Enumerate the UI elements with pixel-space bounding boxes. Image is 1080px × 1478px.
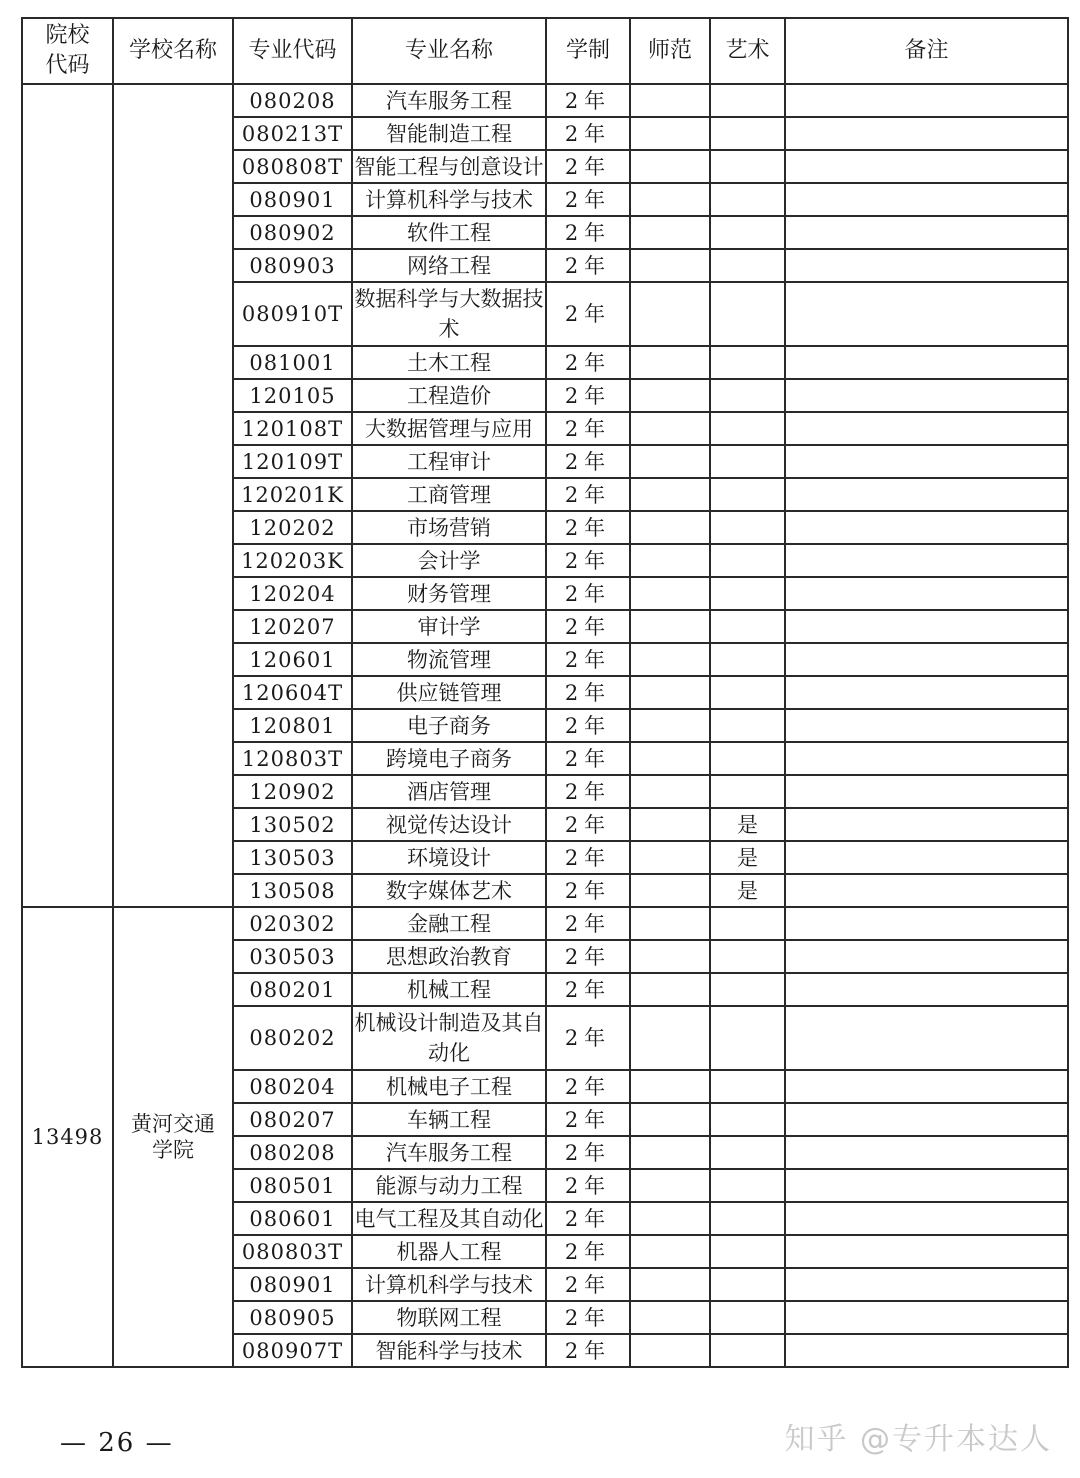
art-cell [710,346,785,379]
remark-cell [785,577,1068,610]
major-name-cell: 计算机科学与技术 [352,1268,546,1301]
art-cell [710,445,785,478]
major-name-cell: 市场营销 [352,511,546,544]
duration-cell: 2年 [546,216,630,249]
major-code-cell: 080901 [233,183,352,216]
remark-cell [785,282,1068,346]
table-row [22,907,1068,940]
normal-cell [630,379,710,412]
major-name-cell: 计算机科学与技术 [352,183,546,216]
header-art: 艺术 [710,18,785,84]
major-code-cell: 080208 [233,1136,352,1169]
duration-cell: 2年 [546,544,630,577]
major-code-cell: 080204 [233,1070,352,1103]
normal-cell [630,84,710,117]
major-code-cell: 120201K [233,478,352,511]
normal-cell [630,183,710,216]
major-code-cell: 120108T [233,412,352,445]
duration-cell: 2年 [546,1334,630,1367]
remark-cell [785,84,1068,117]
major-code-cell: 080201 [233,973,352,1006]
normal-cell [630,808,710,841]
major-code-cell: 130503 [233,841,352,874]
major-name-cell: 智能工程与创意设计 [352,150,546,183]
duration-cell: 2年 [546,973,630,1006]
normal-cell [630,346,710,379]
normal-cell [630,1006,710,1070]
art-cell [710,412,785,445]
duration-cell: 2年 [546,1103,630,1136]
art-cell [710,84,785,117]
normal-cell [630,1169,710,1202]
duration-cell: 2年 [546,346,630,379]
major-name-cell: 物联网工程 [352,1301,546,1334]
major-name-cell: 数字媒体艺术 [352,874,546,907]
art-cell [710,610,785,643]
duration-cell: 2年 [546,1169,630,1202]
school-code-cell: 13498 [22,907,113,1367]
major-name-cell: 软件工程 [352,216,546,249]
normal-cell [630,676,710,709]
art-cell [710,1136,785,1169]
art-cell [710,1169,785,1202]
major-name-cell: 酒店管理 [352,775,546,808]
art-cell [710,1070,785,1103]
remark-cell [785,973,1068,1006]
major-code-cell: 080808T [233,150,352,183]
duration-cell: 2年 [546,808,630,841]
remark-cell [785,643,1068,676]
remark-cell [785,1334,1068,1367]
art-cell [710,1334,785,1367]
major-name-cell: 机械工程 [352,973,546,1006]
school-name-cell: 黄河交通学院 [113,907,233,1367]
remark-cell [785,216,1068,249]
major-name-cell: 汽车服务工程 [352,84,546,117]
major-name-cell: 汽车服务工程 [352,1136,546,1169]
art-cell [710,1235,785,1268]
major-code-cell: 130502 [233,808,352,841]
normal-cell [630,249,710,282]
normal-cell [630,1202,710,1235]
remark-cell [785,1006,1068,1070]
remark-cell [785,1136,1068,1169]
major-name-cell: 大数据管理与应用 [352,412,546,445]
page-number: — 26 — [60,1428,174,1458]
remark-cell [785,874,1068,907]
remark-cell [785,808,1068,841]
remark-cell [785,775,1068,808]
major-name-cell: 电气工程及其自动化 [352,1202,546,1235]
normal-cell [630,1136,710,1169]
major-code-cell: 080501 [233,1169,352,1202]
major-code-cell: 120803T [233,742,352,775]
major-name-cell: 环境设计 [352,841,546,874]
art-cell [710,183,785,216]
duration-cell: 2年 [546,282,630,346]
major-name-cell: 审计学 [352,610,546,643]
remark-cell [785,676,1068,709]
major-name-cell: 会计学 [352,544,546,577]
normal-cell [630,610,710,643]
art-cell [710,1301,785,1334]
remark-cell [785,1235,1068,1268]
art-cell [710,1202,785,1235]
duration-cell: 2年 [546,1006,630,1070]
table-row [22,84,1068,117]
duration-cell: 2年 [546,709,630,742]
duration-cell: 2年 [546,249,630,282]
remark-cell [785,1268,1068,1301]
major-code-cell: 080907T [233,1334,352,1367]
duration-cell: 2年 [546,1202,630,1235]
duration-cell: 2年 [546,907,630,940]
header-row [22,18,1068,84]
duration-cell: 2年 [546,1301,630,1334]
school-code-cell [22,84,113,907]
major-name-cell: 供应链管理 [352,676,546,709]
major-code-cell: 080903 [233,249,352,282]
duration-cell: 2年 [546,478,630,511]
art-cell: 是 [710,841,785,874]
art-cell [710,216,785,249]
major-code-cell: 120109T [233,445,352,478]
normal-cell [630,874,710,907]
major-code-cell: 080902 [233,216,352,249]
normal-cell [630,511,710,544]
art-cell [710,1103,785,1136]
normal-cell [630,1235,710,1268]
normal-cell [630,742,710,775]
remark-cell [785,742,1068,775]
remark-cell [785,183,1068,216]
major-code-cell: 080910T [233,282,352,346]
normal-cell [630,117,710,150]
major-code-cell: 120207 [233,610,352,643]
major-code-cell: 080207 [233,1103,352,1136]
normal-cell [630,577,710,610]
art-cell [710,117,785,150]
major-name-cell: 物流管理 [352,643,546,676]
remark-cell [785,379,1068,412]
major-code-cell: 080208 [233,84,352,117]
art-cell [710,709,785,742]
major-code-cell: 120604T [233,676,352,709]
major-code-cell: 120105 [233,379,352,412]
normal-cell [630,412,710,445]
art-cell: 是 [710,808,785,841]
major-code-cell: 030503 [233,940,352,973]
normal-cell [630,478,710,511]
remark-cell [785,1169,1068,1202]
major-name-cell: 金融工程 [352,907,546,940]
remark-cell [785,445,1068,478]
major-name-cell: 电子商务 [352,709,546,742]
duration-cell: 2年 [546,183,630,216]
normal-cell [630,1103,710,1136]
duration-cell: 2年 [546,1136,630,1169]
major-code-cell: 120601 [233,643,352,676]
table-body [22,84,1068,1367]
major-name-cell: 工程造价 [352,379,546,412]
normal-cell [630,445,710,478]
major-name-cell: 机械设计制造及其自动化 [352,1006,546,1070]
duration-cell: 2年 [546,412,630,445]
major-name-cell: 能源与动力工程 [352,1169,546,1202]
remark-cell [785,1202,1068,1235]
header-major-name: 专业名称 [352,18,546,84]
remark-cell [785,511,1068,544]
remark-cell [785,610,1068,643]
art-cell [710,1268,785,1301]
header-normal: 师范 [630,18,710,84]
duration-cell: 2年 [546,117,630,150]
normal-cell [630,282,710,346]
remark-cell [785,478,1068,511]
normal-cell [630,775,710,808]
remark-cell [785,412,1068,445]
watermark: 知乎 @专升本达人 [784,1422,1052,1457]
art-cell [710,150,785,183]
normal-cell [630,841,710,874]
major-name-cell: 车辆工程 [352,1103,546,1136]
remark-cell [785,150,1068,183]
major-code-cell: 020302 [233,907,352,940]
major-code-cell: 130508 [233,874,352,907]
normal-cell [630,1070,710,1103]
major-name-cell: 机械电子工程 [352,1070,546,1103]
major-code-cell: 080905 [233,1301,352,1334]
duration-cell: 2年 [546,775,630,808]
header-school-name: 学校名称 [113,18,233,84]
remark-cell [785,1070,1068,1103]
major-name-cell: 工程审计 [352,445,546,478]
normal-cell [630,973,710,1006]
major-name-cell: 思想政治教育 [352,940,546,973]
normal-cell [630,1301,710,1334]
major-code-cell: 080901 [233,1268,352,1301]
duration-cell: 2年 [546,676,630,709]
art-cell [710,907,785,940]
remark-cell [785,1103,1068,1136]
major-code-cell: 080803T [233,1235,352,1268]
remark-cell [785,117,1068,150]
art-cell [710,643,785,676]
art-cell [710,973,785,1006]
art-cell [710,775,785,808]
major-name-cell: 土木工程 [352,346,546,379]
major-code-cell: 080213T [233,117,352,150]
normal-cell [630,643,710,676]
remark-cell [785,907,1068,940]
art-cell [710,577,785,610]
header-remark: 备注 [785,18,1068,84]
art-cell [710,478,785,511]
remark-cell [785,841,1068,874]
duration-cell: 2年 [546,84,630,117]
major-name-cell: 网络工程 [352,249,546,282]
school-name-cell [113,84,233,907]
major-name-cell: 数据科学与大数据技术 [352,282,546,346]
major-code-cell: 120202 [233,511,352,544]
major-code-cell: 120801 [233,709,352,742]
major-code-cell: 120203K [233,544,352,577]
major-code-cell: 120204 [233,577,352,610]
duration-cell: 2年 [546,150,630,183]
major-name-cell: 智能科学与技术 [352,1334,546,1367]
duration-cell: 2年 [546,577,630,610]
duration-cell: 2年 [546,511,630,544]
art-cell [710,676,785,709]
duration-cell: 2年 [546,874,630,907]
remark-cell [785,249,1068,282]
art-cell [710,940,785,973]
remark-cell [785,709,1068,742]
art-cell [710,249,785,282]
art-cell: 是 [710,874,785,907]
duration-cell: 2年 [546,445,630,478]
remark-cell [785,544,1068,577]
major-name-cell: 机器人工程 [352,1235,546,1268]
header-duration: 学制 [546,18,630,84]
duration-cell: 2年 [546,610,630,643]
major-code-cell: 081001 [233,346,352,379]
art-cell [710,742,785,775]
normal-cell [630,544,710,577]
art-cell [710,282,785,346]
major-name-cell: 智能制造工程 [352,117,546,150]
major-code-cell: 080202 [233,1006,352,1070]
duration-cell: 2年 [546,379,630,412]
art-cell [710,544,785,577]
duration-cell: 2年 [546,841,630,874]
duration-cell: 2年 [546,742,630,775]
art-cell [710,379,785,412]
normal-cell [630,1334,710,1367]
art-cell [710,1006,785,1070]
major-name-cell: 跨境电子商务 [352,742,546,775]
duration-cell: 2年 [546,1268,630,1301]
duration-cell: 2年 [546,1235,630,1268]
normal-cell [630,1268,710,1301]
duration-cell: 2年 [546,940,630,973]
major-name-cell: 财务管理 [352,577,546,610]
remark-cell [785,940,1068,973]
major-code-cell: 120902 [233,775,352,808]
normal-cell [630,709,710,742]
duration-cell: 2年 [546,1070,630,1103]
remark-cell [785,346,1068,379]
normal-cell [630,907,710,940]
duration-cell: 2年 [546,643,630,676]
major-name-cell: 视觉传达设计 [352,808,546,841]
majors-table [21,17,1069,1368]
remark-cell [785,1301,1068,1334]
header-school-code: 院校代码 [22,18,113,84]
major-name-cell: 工商管理 [352,478,546,511]
normal-cell [630,150,710,183]
normal-cell [630,216,710,249]
normal-cell [630,940,710,973]
major-code-cell: 080601 [233,1202,352,1235]
art-cell [710,511,785,544]
header-major-code: 专业代码 [233,18,352,84]
